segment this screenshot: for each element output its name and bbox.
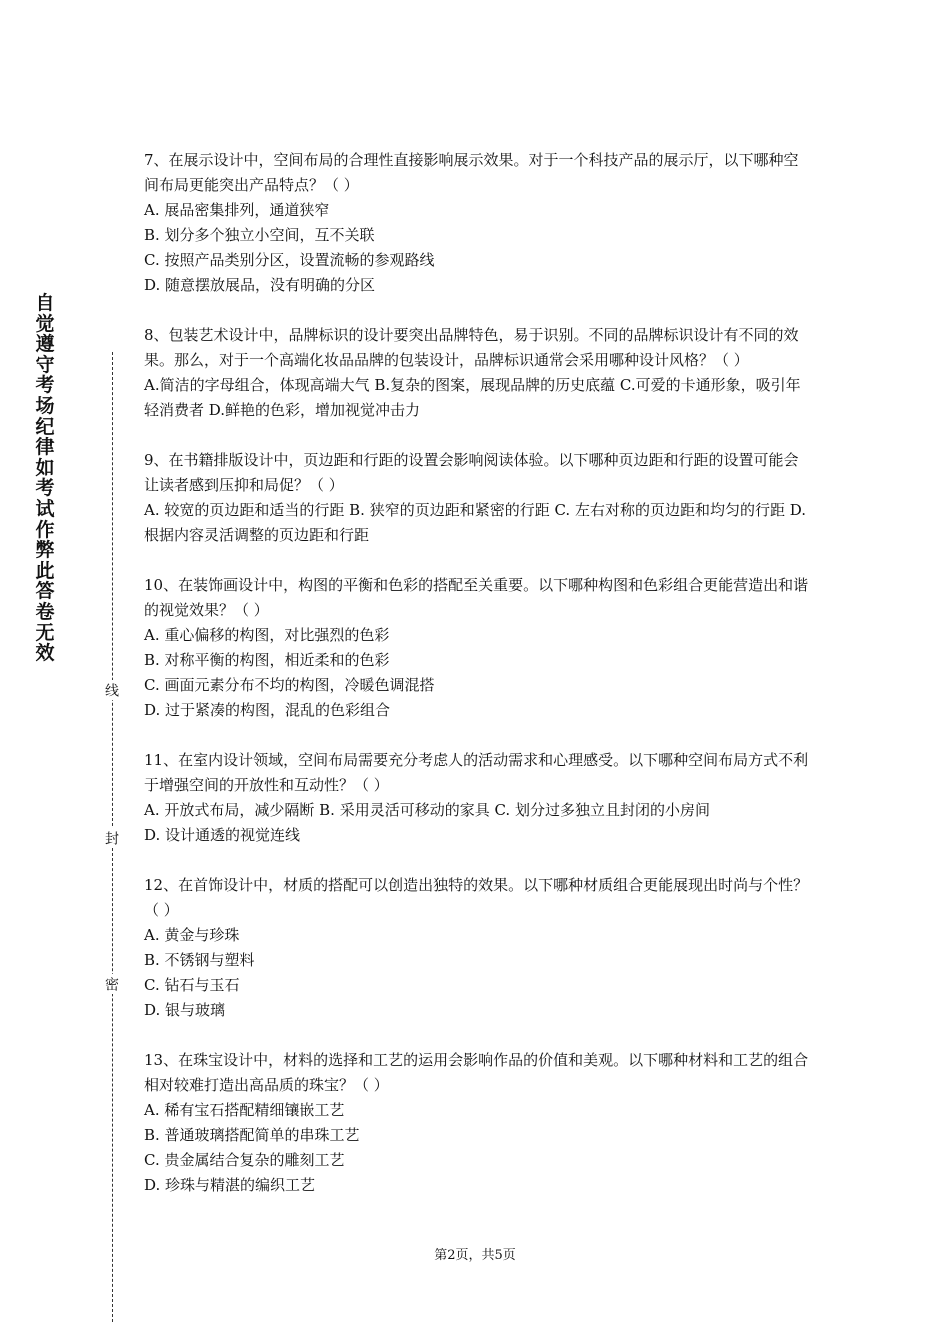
option-d: D. 银与玻璃 — [144, 1001, 226, 1019]
page-number: 第2页，共5页 — [434, 1248, 516, 1263]
question-stem: 13、在珠宝设计中，材料的选择和工艺的运用会影响作品的价值和美观。以下哪种材料和工艺的组合相对较难打造出高品质的珠宝？（ ） — [144, 1051, 809, 1094]
question-9 — [144, 448, 810, 548]
question-10 — [144, 573, 810, 723]
option-c: C. 画面元素分布不均的构图，冷暖色调混搭 — [144, 676, 435, 694]
question-11 — [144, 748, 810, 848]
option-d: D. 随意摆放展品，没有明确的分区 — [144, 276, 376, 294]
question-12 — [144, 873, 810, 1023]
option-a: A. 黄金与珍珠 — [144, 926, 240, 944]
binding-mark-line: 线 — [105, 680, 121, 700]
options-inline: A.简洁的字母组合，体现高端大气 B.复杂的图案，展现品牌的历史底蕴 C.可爱的卡通形象，吸引年轻消费者 D.鲜艳的色彩，增加视觉冲击力 — [144, 376, 801, 419]
option-b: B. 普通玻璃搭配简单的串珠工艺 — [144, 1126, 360, 1144]
option-c: C. 钻石与玉石 — [144, 976, 240, 994]
question-7 — [144, 148, 810, 298]
question-8 — [144, 323, 810, 423]
option-c: C. 贵金属结合复杂的雕刻工艺 — [144, 1151, 345, 1169]
option-b: B. 对称平衡的构图，相近柔和的色彩 — [144, 651, 390, 669]
option-b: B. 划分多个独立小空间，互不关联 — [144, 226, 375, 244]
question-stem: 11、在室内设计领域，空间布局需要充分考虑人的活动需求和心理感受。以下哪种空间布局方式不利于增强空间的开放性和互动性？（ ） — [144, 751, 809, 794]
exam-discipline-notice: 自觉遵守考场纪律如考试作弊此答卷无效 — [35, 292, 55, 665]
question-stem: 8、包装艺术设计中，品牌标识的设计要突出品牌特色，易于识别。不同的品牌标识设计有不同的效果。那么，对于一个高端化妆品品牌的包装设计，品牌标识通常会采用哪种设计风格？（ ） — [144, 326, 799, 369]
question-stem: 9、在书籍排版设计中，页边距和行距的设置会影响阅读体验。以下哪种页边距和行距的设置可能会让读者感到压抑和局促？（ ） — [144, 451, 799, 494]
binding-mark-seal: 封 — [105, 828, 121, 848]
option-d: D. 设计通透的视觉连线 — [144, 826, 301, 844]
binding-mark-secret: 密 — [105, 974, 121, 994]
option-c: C. 按照产品类别分区，设置流畅的参观路线 — [144, 251, 435, 269]
options-abc: A. 开放式布局，减少隔断 B. 采用灵活可移动的家具 C. 划分过多独立且封闭的小房间 — [144, 801, 710, 819]
question-list — [144, 148, 810, 1223]
option-a: A. 展品密集排列，通道狭窄 — [144, 201, 330, 219]
option-d: D. 珍珠与精湛的编织工艺 — [144, 1176, 316, 1194]
options-inline: A. 较宽的页边距和适当的行距 B. 狭窄的页边距和紧密的行距 C. 左右对称的页边距和均匀的行距 D. 根据内容灵活调整的页边距和行距 — [144, 501, 806, 544]
question-stem: 7、在展示设计中，空间布局的合理性直接影响展示效果。对于一个科技产品的展示厅，以下哪种空间布局更能突出产品特点？（ ） — [144, 151, 799, 194]
question-stem: 12、在首饰设计中，材质的搭配可以创造出独特的效果。以下哪种材质组合更能展现出时尚与个性？（ ） — [144, 876, 809, 919]
question-13 — [144, 1048, 810, 1198]
option-b: B. 不锈钢与塑料 — [144, 951, 255, 969]
option-a: A. 稀有宝石搭配精细镶嵌工艺 — [144, 1101, 345, 1119]
question-stem: 10、在装饰画设计中，构图的平衡和色彩的搭配至关重要。以下哪种构图和色彩组合更能营造出和谐的视觉效果？（ ） — [144, 576, 809, 619]
option-a: A. 重心偏移的构图，对比强烈的色彩 — [144, 626, 390, 644]
option-d: D. 过于紧凑的构图，混乱的色彩组合 — [144, 701, 391, 719]
